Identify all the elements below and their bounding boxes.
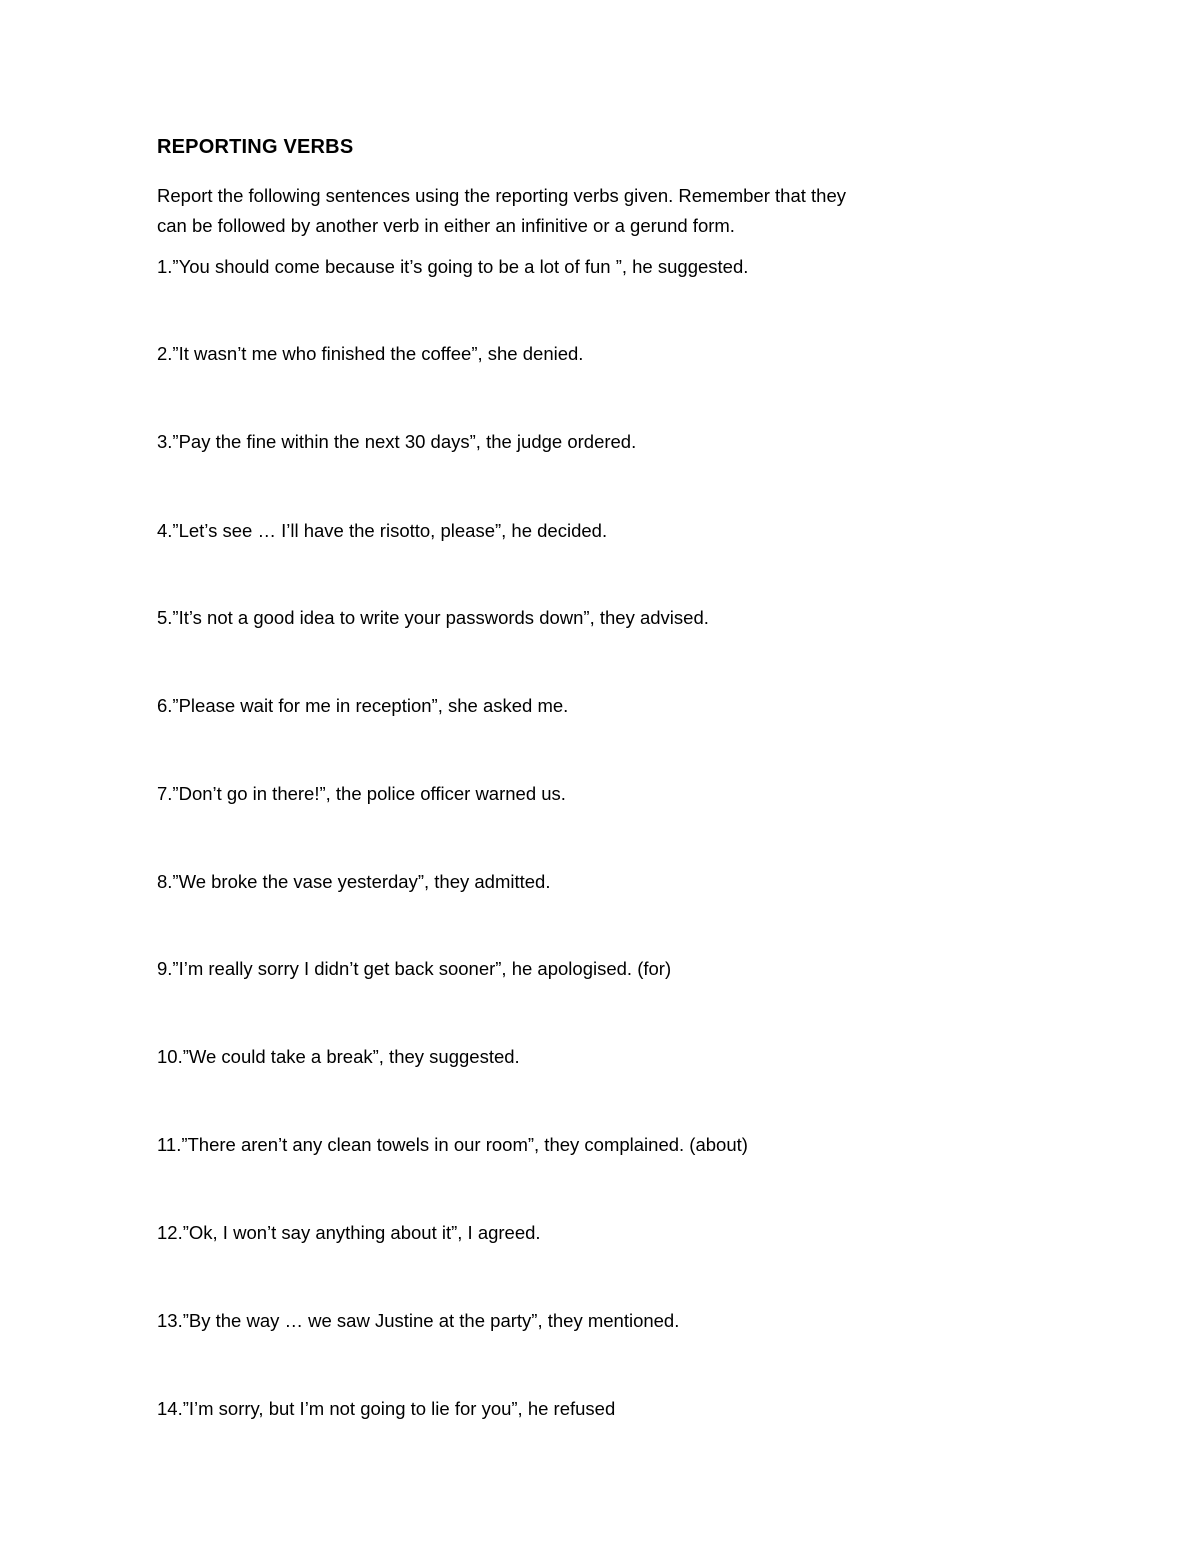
exercise-item-8: 8.”We broke the vase yesterday”, they admitted. <box>157 871 551 892</box>
exercise-item-2: 2.”It wasn’t me who finished the coffee”, she denied. <box>157 343 584 364</box>
exercise-item-14: 14.”I’m sorry, but I’m not going to lie for you”, he refused <box>157 1398 616 1419</box>
exercise-item-3: 3.”Pay the fine within the next 30 days”, the judge ordered. <box>157 431 637 452</box>
instructions-paragraph <box>157 181 937 241</box>
instructions-line-2: can be followed by another verb in either an infinitive or a gerund form. <box>157 215 735 236</box>
exercise-item-5: 5.”It’s not a good idea to write your passwords down”, they advised. <box>157 607 709 628</box>
exercise-item-11: 11.”There aren’t any clean towels in our room”, they complained. (about) <box>157 1134 748 1155</box>
exercise-item-13: 13.”By the way … we saw Justine at the party”, they mentioned. <box>157 1310 680 1331</box>
exercise-item-9: 9.”I’m really sorry I didn’t get back sooner”, he apologised. (for) <box>157 958 672 979</box>
exercise-item-1: 1.”You should come because it’s going to be a lot of fun ”, he suggested. <box>157 256 749 277</box>
instructions-line-1: Report the following sentences using the reporting verbs given. Remember that they <box>157 185 846 206</box>
exercise-item-7: 7.”Don’t go in there!”, the police officer warned us. <box>157 783 566 804</box>
exercise-item-12: 12.”Ok, I won’t say anything about it”, I agreed. <box>157 1222 541 1243</box>
exercise-item-4: 4.”Let’s see … I’ll have the risotto, please”, he decided. <box>157 520 608 541</box>
page-title: REPORTING VERBS <box>157 136 354 158</box>
exercise-item-10: 10.”We could take a break”, they suggested. <box>157 1046 520 1067</box>
exercise-item-6: 6.”Please wait for me in reception”, she asked me. <box>157 695 569 716</box>
